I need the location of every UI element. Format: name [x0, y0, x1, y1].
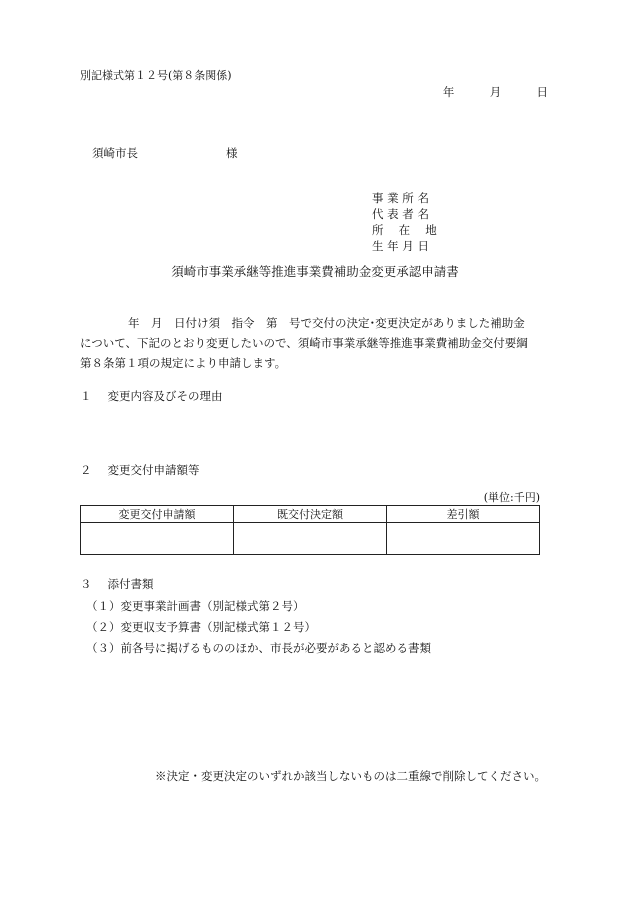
cell-difference[interactable]: [387, 523, 540, 555]
applicant-block: [372, 190, 437, 254]
form-number: 別記様式第１２号(第８条関係): [80, 69, 232, 82]
amounts-table: [80, 505, 540, 555]
section-2-heading: [80, 462, 200, 478]
body-line-2: について、下記のとおり変更したいので、須崎市事業承継等推進事業費補助金交付要綱: [80, 336, 528, 350]
document-title: 須崎市事業承継等推進事業費補助金変更承認申請書: [171, 264, 459, 279]
address-label: 所 在 地: [372, 223, 437, 237]
addressee: [92, 145, 238, 161]
table-header-row: [81, 506, 540, 523]
section-2-number: ２: [80, 463, 92, 477]
section-3-number: ３: [80, 577, 92, 591]
addressee-honorific: 様: [226, 146, 238, 160]
table-row: [81, 523, 540, 555]
date-month: 月: [489, 85, 502, 99]
section-1-number: １: [80, 389, 92, 403]
addressee-name: 須崎市長: [92, 146, 138, 160]
birth-date-label: 生 年 月 日: [372, 239, 429, 253]
body-line-1: 年 月 日付け須 指令 第 号で交付の決定･変更決定がありました補助金: [128, 316, 525, 330]
footnote: ※決定・変更決定のいずれか該当しないものは二重線で削除してください。: [155, 769, 546, 783]
list-item: （１）変更事業計画書（別記様式第２号）: [86, 599, 305, 613]
section-1-heading: [80, 388, 223, 404]
header-decided-amount: 既交付決定額: [234, 506, 387, 523]
unit-label: (単位:千円): [483, 491, 540, 504]
cell-decided-amount[interactable]: [234, 523, 387, 555]
header-requested-amount: 変更交付申請額: [81, 506, 234, 523]
representative-label: 代 表 者 名: [372, 207, 429, 221]
list-item: （３）前各号に掲げるもののほか、市長が必要があると認める書類: [86, 641, 431, 655]
list-item: （２）変更収支予算書（別記様式第１２号）: [86, 620, 316, 634]
application-body: [80, 313, 550, 373]
section-3-heading: [80, 576, 154, 592]
header-difference: 差引額: [387, 506, 540, 523]
body-line-3: 第８条第１項の規定により申請します。: [80, 356, 287, 370]
section-2-title: 変更交付申請額等: [107, 463, 200, 477]
application-date: [443, 84, 548, 100]
date-day: 日: [536, 85, 548, 99]
section-3-title: 添付書類: [107, 577, 154, 591]
section-1-title: 変更内容及びその理由: [107, 389, 223, 403]
cell-requested-amount[interactable]: [81, 523, 234, 555]
attachments-list: [86, 596, 431, 659]
business-name-label: 事 業 所 名: [372, 191, 429, 205]
date-year: 年: [442, 85, 455, 99]
